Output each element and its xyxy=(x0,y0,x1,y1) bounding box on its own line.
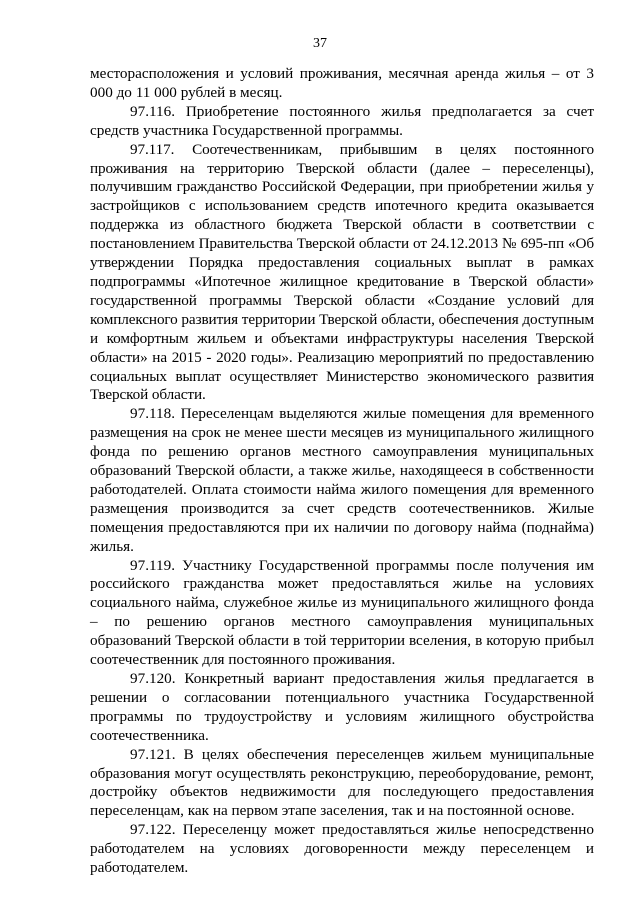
paragraph-97-119: 97.119. Участнику Государственной программы после получения им российского гражданства может предоставляться жилье на условиях социального найма, служебное жилье из муниципального жилищного фонда – по решению органов местного самоуправления муниципальных образований Тверской области в той территории вселения, в которую прибыл соотечественник для постоянного проживания. xyxy=(90,556,594,669)
paragraph-97-117: 97.117. Соотечественникам, прибывшим в целях постоянного проживания на территорию Тверской области (далее – переселенцы), получившим гражданство Российской Федерации, при приобретении жилья у застройщиков с использованием средств ипотечного кредита оказывается поддержка из областного бюджета Тверской области в соответствии с постановлением Правительства Тверской области от 24.12.2013 № 695-пп «Об утверждении Порядка предоставления социальных выплат в рамках подпрограммы «Ипотечное жилищное кредитование в Тверской области» государственной программы Тверской области «Создание условий для комплексного развития территории Тверской области, обеспечения доступным и комфортным жильем и объектами инфраструктуры населения Тверской области» на 2015 - 2020 годы». Реализацию мероприятий по предоставлению социальных выплат осуществляет Министерство экономического развития Тверской области. xyxy=(90,140,594,404)
paragraph-continuation: месторасположения и условий проживания, месячная аренда жилья – от 3 000 до 11 000 рублей в месяц. xyxy=(90,65,594,101)
document-body xyxy=(90,65,594,878)
paragraph-97-121: 97.121. В целях обеспечения переселенцев жильем муниципальные образования могут осуществлять реконструкцию, переоборудование, ремонт, достройку объектов недвижимости для последующего предоставления переселенцам, как на первом этапе заселения, так и на постоянной основе. xyxy=(90,745,594,820)
page-number: 37 xyxy=(313,36,327,51)
paragraph-97-116: 97.116. Приобретение постоянного жилья предполагается за счет средств участника Государственной программы. xyxy=(90,102,594,139)
paragraph-97-120: 97.120. Конкретный вариант предоставления жилья предлагается в решении о согласовании потенциального участника Государственной программы по трудоустройству и условиям жилищного обустройства соотечественника. xyxy=(90,670,594,744)
paragraph-97-122: 97.122. Переселенцу может предоставляться жилье непосредственно работодателем на условиях договоренности между переселенцем и работодателем. xyxy=(90,821,594,877)
paragraph-97-118: 97.118. Переселенцам выделяются жилые помещения для временного размещения на срок не менее шести месяцев из муниципального жилищного фонда по решению органов местного самоуправления муниципальных образований Тверской области, а также жилье, находящееся в собственности работодателей. Оплата стоимости найма жилого помещения для временного размещения производится за счет средств соотечественников. Жилые помещения предоставляются при их наличии по договору найма (поднайма) жилья. xyxy=(90,405,594,555)
